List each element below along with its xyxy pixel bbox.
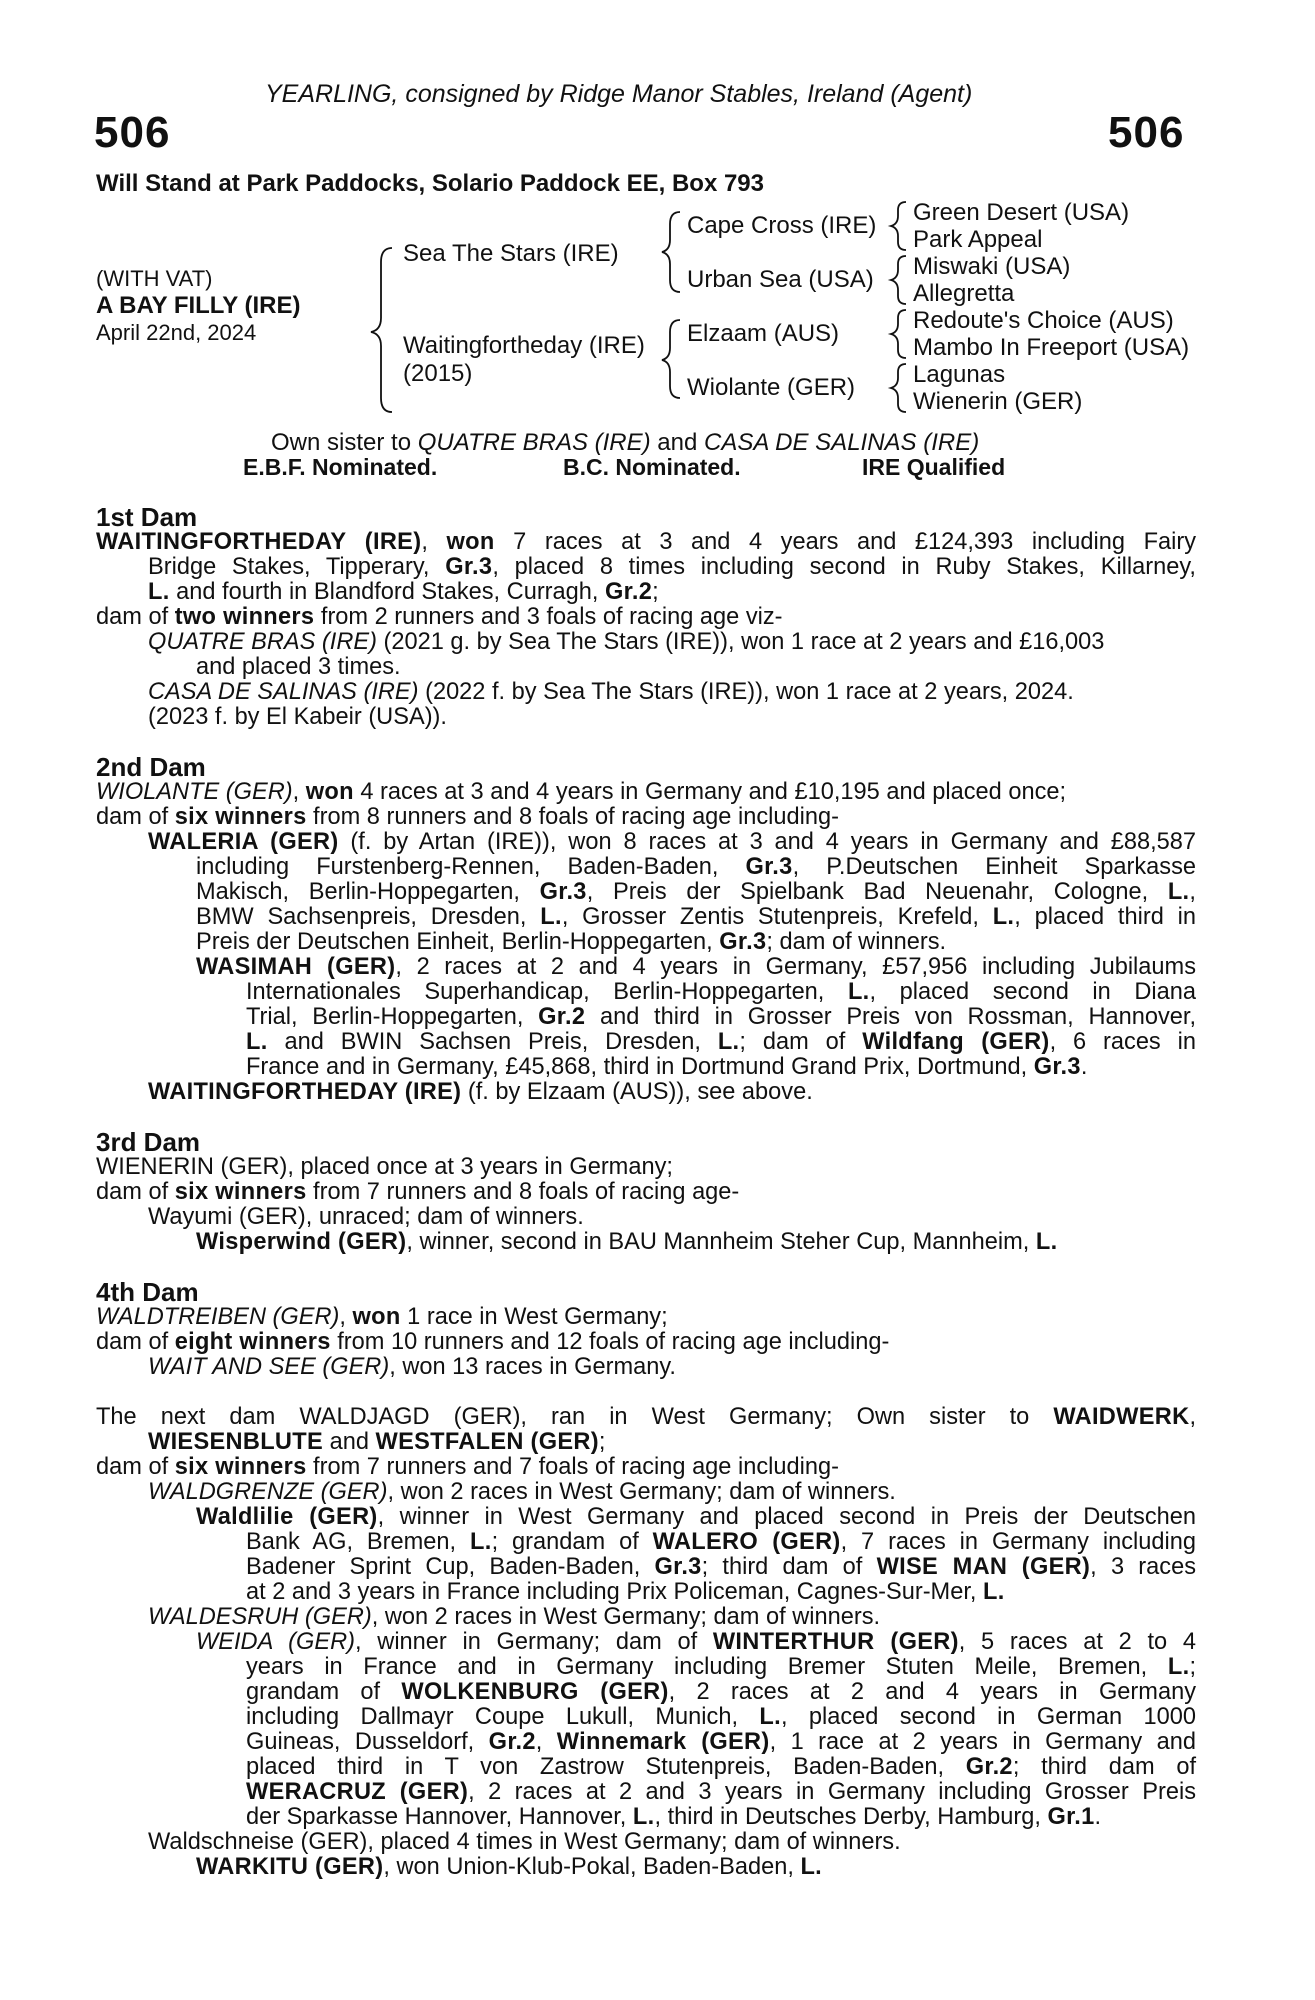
next-dam-line-8 [96,1580,1196,1605]
second-dam-line-11 [96,1030,1196,1055]
text: , Grosser Zentis Stutenpreis, Krefeld, [561,904,993,930]
text: ; [598,1429,606,1455]
next-dam-line-13 [96,1705,1196,1730]
grade: L. [717,1029,740,1055]
third-dam-line-1: WIENERIN (GER), placed once at 3 years in Germany; [96,1154,673,1180]
next-dam-line-15 [96,1755,1196,1780]
grade: L. [983,1579,1005,1605]
grade: L. [246,1029,268,1055]
text: from 8 runners and 8 foals of racing age including- [306,804,839,830]
text: , Preis der Spielbank Bad Neuenahr, Cologne, [586,879,1168,905]
grade: Gr.3 [539,879,587,905]
text: , P.Deutschen Einheit Sparkasse [792,854,1196,880]
pedigree-sdd: Allegretta [913,280,1015,307]
text: Bridge Stakes, Tipperary, [148,554,446,580]
text: , 5 races at 2 to 4 [958,1629,1196,1655]
text: 4 races at 3 and 4 years in Germany and £10,195 and placed once; [353,779,1067,805]
grade: L. [470,1529,492,1555]
second-dam-line-2 [96,805,1196,830]
text: , 2 races at 2 and 4 years in Germany [668,1679,1196,1705]
text: 7 races at 3 and 4 years and £124,393 including Fairy [494,529,1196,555]
ebf-nominated: E.B.F. Nominated. [243,454,438,480]
pedigree-dss: Redoute's Choice (AUS) [913,307,1174,334]
text: , 6 races in [1049,1029,1196,1055]
third-dam-line-4 [96,1230,1196,1255]
text: BMW Sachsenpreis, Dresden, [196,904,541,930]
second-dam-line-5 [96,880,1196,905]
winners-count: two winners [174,604,315,630]
text: years in France and in Germany including Bremer Stuten Meile, Bremen, [246,1654,1168,1680]
text: dam of [96,604,175,630]
own-sister-and: and [650,429,705,456]
next-dam-line-3 [96,1455,1196,1480]
first-dam-line-4 [96,605,1196,630]
progeny-name: WINTERTHUR (GER) [712,1629,959,1655]
text: and [323,1429,376,1455]
text: (2021 g. by Sea The Stars (IRE)), won 1 race at 2 years and £16,003 [376,629,1105,655]
next-dam-line-14 [96,1730,1196,1755]
progeny-name: WASIMAH (GER) [196,954,396,980]
progeny-name: WALERO (GER) [652,1529,841,1555]
first-dam-line-5 [96,630,1196,655]
text: , placed third in [1014,904,1196,930]
fourth-dam-line-3 [96,1355,1196,1380]
winners-count: six winners [174,1179,307,1205]
stabling-location: Will Stand at Park Paddocks, Solario Paddock EE, Box 793 [96,170,765,197]
pedigree-dam-sire: Elzaam (AUS) [687,320,840,347]
progeny-name: WISE MAN (GER) [876,1554,1091,1580]
own-sister-name-1: QUATRE BRAS (IRE) [417,429,651,456]
text: 1 race in West Germany; [400,1304,668,1330]
text: The next dam WALDJAGD (GER), ran in West Germany; Own sister to [96,1404,1054,1430]
pedigree-sire: Sea The Stars (IRE) [403,240,619,267]
second-dam-line-7 [96,930,1196,955]
text: dam of [96,804,175,830]
text: Preis der Deutschen Einheit, Berlin-Hoppegarten, [196,929,720,955]
grade: L. [1035,1229,1058,1255]
text: Trial, Berlin-Hoppegarten, [246,1004,539,1030]
text: ; dam of winners. [766,929,947,955]
text: , placed second in Diana [869,979,1196,1005]
next-dam-line-6 [96,1530,1196,1555]
progeny-name: WALDGRENZE (GER) [148,1479,388,1505]
next-dam-line-1 [96,1405,1196,1430]
second-dam-line-9 [96,980,1196,1005]
text: . [1080,1054,1088,1080]
grade: Gr.3 [745,854,793,880]
text: ; grandam of [491,1529,653,1555]
text: , 2 races at 2 and 4 years in Germany, £57,956 including Jubilaums [395,954,1196,980]
pedigree-dam-year: (2015) [403,360,473,387]
progeny-name: WIESENBLUTE [148,1429,324,1455]
text: including Furstenberg-Rennen, Baden-Baden, [196,854,746,880]
fourth-dam-line-1 [96,1305,1196,1330]
own-sister-prefix: Own sister to [271,429,418,456]
dam-name: WIOLANTE (GER) [96,779,293,805]
first-dam-heading: 1st Dam [96,502,198,532]
text: , 3 races [1090,1554,1197,1580]
text: dam of [96,1329,175,1355]
text: (2022 f. by Sea The Stars (IRE)), won 1 race at 2 years, 2024. [418,679,1074,705]
next-dam-line-17 [96,1805,1196,1830]
next-dam-line-16 [96,1780,1196,1805]
progeny-name: WAIT AND SEE (GER) [148,1354,390,1380]
second-dam-line-6 [96,905,1196,930]
grade: Gr.2 [965,1754,1013,1780]
pedigree-dam-dam: Wiolante (GER) [687,374,856,401]
text: , won 2 races in West Germany; dam of winners. [371,1604,881,1630]
third-dam-line-2 [96,1180,1196,1205]
third-dam-heading: 3rd Dam [96,1127,201,1157]
text: from 7 runners and 7 foals of racing age including- [306,1454,839,1480]
text: placed third in T von Zastrow Stutenpreis, Baden-Baden, [246,1754,966,1780]
progeny-name: WAIDWERK [1053,1404,1190,1430]
text: Badener Sprint Cup, Baden-Baden, [246,1554,655,1580]
pedigree-sire-dam: Urban Sea (USA) [687,266,874,293]
first-dam-line-8: (2023 f. by El Kabeir (USA)). [148,704,447,730]
grade: L. [992,904,1015,930]
dam-name: WALDTREIBEN (GER) [96,1304,340,1330]
grade: Gr.2 [488,1729,536,1755]
first-dam-line-1 [96,530,1196,555]
grade: Gr.2 [538,1004,586,1030]
next-dam-line-4 [96,1480,1196,1505]
bc-nominated: B.C. Nominated. [563,454,741,480]
first-dam-line-3 [96,580,1196,605]
progeny-name: WAITINGFORTHEDAY (IRE) [148,1079,462,1105]
progeny-name: QUATRE BRAS (IRE) [148,629,377,655]
progeny-name: Wisperwind (GER) [196,1229,407,1255]
second-dam-line-4 [96,855,1196,880]
pedigree-ssd: Park Appeal [913,226,1043,253]
text: , winner in West Germany and placed second in Preis der Deutschen [377,1504,1196,1530]
next-dam-line-18: Waldschneise (GER), placed 4 times in West Germany; dam of winners. [148,1829,901,1855]
progeny-name: WERACRUZ (GER) [246,1779,469,1805]
second-dam-line-3 [96,830,1196,855]
grade: Gr.1 [1047,1804,1095,1830]
text: at 2 and 3 years in France including Prix Policeman, Cagnes-Sur-Mer, [246,1579,983,1605]
text: , [535,1729,557,1755]
second-dam-line-13 [96,1080,1196,1105]
text: Bank AG, Bremen, [246,1529,471,1555]
second-dam-line-8 [96,955,1196,980]
text: , 2 races at 2 and 3 years in Germany including Grosser Preis [468,1779,1196,1805]
text: Guineas, Dusseldorf, [246,1729,489,1755]
text: , placed 8 times including second in Ruby Stakes, Killarney, [492,554,1196,580]
text: and BWIN Sachsen Preis, Dresden, [267,1029,718,1055]
lot-number-left: 506 [94,108,171,157]
text: , [339,1304,353,1330]
winners-count: six winners [174,804,307,830]
text: , [292,779,306,805]
foaling-date: April 22nd, 2024 [96,320,257,345]
progeny-name: WEIDA (GER) [196,1629,356,1655]
own-sister-name-2: CASA DE SALINAS (IRE) [704,429,980,456]
progeny-name: WESTFALEN (GER) [375,1429,599,1455]
next-dam-line-19 [96,1855,1196,1880]
text: ; [652,579,659,605]
grade: L. [1167,1654,1190,1680]
horse-name: A BAY FILLY (IRE) [96,292,301,319]
text: , [1189,879,1196,905]
text: , third in Deutsches Derby, Hamburg, [654,1804,1048,1830]
progeny-name: CASA DE SALINAS (IRE) [148,679,419,705]
second-dam-heading: 2nd Dam [96,752,206,782]
lot-number-right: 506 [1108,108,1185,157]
text: . [1094,1804,1102,1830]
consignment-line: YEARLING, consigned by Ridge Manor Stables, Ireland (Agent) [265,80,973,108]
grade: L. [759,1704,781,1730]
pedigree-dam: Waitingfortheday (IRE) [403,332,645,359]
next-dam-line-9 [96,1605,1196,1630]
winners-count: eight winners [174,1329,331,1355]
grade: Gr.3 [719,929,767,955]
grade: Gr.3 [1033,1054,1081,1080]
pedigree-sss: Green Desert (USA) [913,199,1130,226]
next-dam-line-5 [96,1505,1196,1530]
text: including Dallmayr Coupe Lukull, Munich, [246,1704,760,1730]
winners-count: six winners [174,1454,307,1480]
text: ; [1189,1654,1196,1680]
text: , won 13 races in Germany. [389,1354,676,1380]
pedigree-sire-sire: Cape Cross (IRE) [687,212,877,239]
text: , won Union-Klub-Pokal, Baden-Baden, [383,1854,801,1880]
own-sister-line [271,429,979,457]
text: Internationales Superhandicap, Berlin-Hoppegarten, [246,979,848,1005]
progeny-name: WOLKENBURG (GER) [401,1679,669,1705]
catalogue-body [96,502,1197,1880]
fourth-dam-line-2 [96,1330,1196,1355]
grade: L. [847,979,870,1005]
pedigree-dsd: Mambo In Freeport (USA) [913,334,1190,361]
next-dam-line-7 [96,1555,1196,1580]
pedigree-sds: Miswaki (USA) [913,253,1071,280]
text: , [421,529,447,555]
dam-name: WAITINGFORTHEDAY (IRE) [96,529,422,555]
won-label: won [352,1304,401,1330]
progeny-name: WALERIA (GER) [148,829,339,855]
text: Makisch, Berlin-Hoppegarten, [196,879,540,905]
text: , won 2 races in West Germany; dam of winners. [387,1479,896,1505]
vat-note: (WITH VAT) [96,266,213,291]
grade: Gr.3 [445,554,493,580]
next-dam-line-11 [96,1655,1196,1680]
grade: L. [148,579,170,605]
text: from 7 runners and 8 foals of racing age- [306,1179,740,1205]
next-dam-line-10 [96,1630,1196,1655]
grade: L. [800,1854,823,1880]
text: , 1 race at 2 years in Germany and [769,1729,1196,1755]
text: , winner in Germany; dam of [355,1629,713,1655]
second-dam-line-1 [96,780,1196,805]
third-dam-line-3: Wayumi (GER), unraced; dam of winners. [148,1204,584,1230]
text: from 10 runners and 12 foals of racing age including- [330,1329,890,1355]
text: , [1189,1404,1196,1430]
text: dam of [96,1454,175,1480]
progeny-name: Wildfang (GER) [862,1029,1050,1055]
text: dam of [96,1179,175,1205]
text: (f. by Elzaam (AUS)), see above. [461,1079,813,1105]
second-dam-line-12 [96,1055,1196,1080]
progeny-name: Waldlilie (GER) [196,1504,378,1530]
won-label: won [305,779,354,805]
text: (f. by Artan (IRE)), won 8 races at 3 and 4 years in Germany and £88,587 [338,829,1196,855]
first-dam-line-2 [96,555,1196,580]
text: and fourth in Blandford Stakes, Curragh, [169,579,606,605]
next-dam-line-2 [96,1430,1196,1455]
text: , 7 races in Germany including [840,1529,1197,1555]
text: ; third dam of [701,1554,877,1580]
grade: Gr.3 [654,1554,702,1580]
fourth-dam-heading: 4th Dam [96,1277,199,1307]
second-dam-line-10 [96,1005,1196,1030]
text: ; dam of [739,1029,863,1055]
pedigree-ddd: Wienerin (GER) [913,388,1083,415]
text: , winner, second in BAU Mannheim Steher Cup, Mannheim, [406,1229,1036,1255]
pedigree-dds: Lagunas [913,361,1006,388]
text: from 2 runners and 3 foals of racing age viz- [314,604,783,630]
ire-qualified: IRE Qualified [862,454,1006,480]
text: der Sparkasse Hannover, Hannover, [246,1804,633,1830]
text: ; third dam of [1012,1754,1196,1780]
first-dam-line-7 [96,680,1196,705]
grade: Gr.2 [605,579,653,605]
progeny-name: Winnemark (GER) [556,1729,770,1755]
text: grandam of [246,1679,402,1705]
won-label: won [446,529,495,555]
grade: L. [632,1804,655,1830]
next-dam-line-12 [96,1680,1196,1705]
first-dam-line-6: and placed 3 times. [196,654,401,680]
progeny-name: WALDESRUH (GER) [148,1604,372,1630]
progeny-name: WARKITU (GER) [196,1854,384,1880]
grade: L. [540,904,562,930]
text: , placed second in German 1000 [780,1704,1196,1730]
text: and third in Grosser Preis von Rossman, Hannover, [585,1004,1196,1030]
grade: L. [1167,879,1190,905]
text: France and in Germany, £45,868, third in Dortmund Grand Prix, Dortmund, [246,1054,1034,1080]
